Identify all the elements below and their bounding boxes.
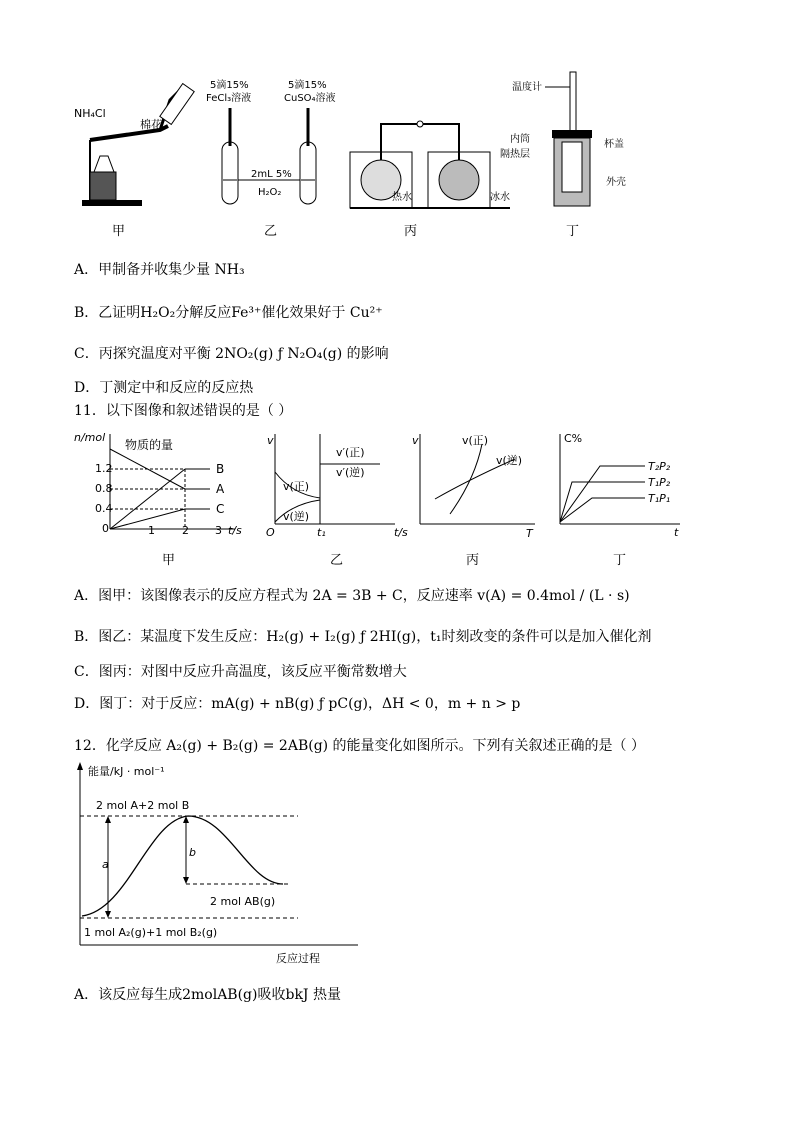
svg-text:5滴15%: 5滴15% xyxy=(288,80,327,91)
svg-text:A: A xyxy=(216,482,225,496)
graph-jia xyxy=(74,431,242,568)
svg-text:T₁P₂: T₁P₂ xyxy=(648,476,671,489)
apparatus-figure xyxy=(60,60,626,245)
apparatus-bing xyxy=(350,121,510,208)
label-ding: 丁 xyxy=(566,224,580,239)
energy-xlabel: 反应过程 xyxy=(276,952,320,965)
svg-text:内筒: 内筒 xyxy=(510,134,530,145)
svg-text:外壳: 外壳 xyxy=(606,177,626,188)
q11-option-d[interactable]: D．图丁：对于反应：mA(g) + nB(g) ƒ pC(g)，ΔH < 0，m + n > p xyxy=(74,696,521,712)
svg-text:隔热层: 隔热层 xyxy=(500,149,530,160)
svg-text:t₁: t₁ xyxy=(317,526,326,539)
hot-water-label: 热水 xyxy=(392,192,412,203)
cotton-label: 棉花 xyxy=(140,118,162,131)
energy-diagram xyxy=(68,760,368,970)
energy-ylabel: 能量/kJ · mol⁻¹ xyxy=(88,765,165,778)
svg-text:T₂P₂: T₂P₂ xyxy=(648,460,671,473)
svg-text:B: B xyxy=(216,462,225,476)
svg-text:杯盖: 杯盖 xyxy=(604,139,624,150)
svg-text:T: T xyxy=(526,527,533,540)
svg-text:温度计: 温度计 xyxy=(512,82,542,93)
energy-top-label: 2 mol A+2 mol B xyxy=(96,799,190,812)
energy-bottom-label: 1 mol A₂(g)+1 mol B₂(g) xyxy=(84,926,218,939)
graph-ding xyxy=(560,432,680,568)
svg-text:v(正): v(正) xyxy=(283,480,310,493)
q11-option-b[interactable]: B．图乙：某温度下发生反应：H₂(g) + I₂(g) ƒ 2HI(g)，t₁时刻改变的条件可以是加入催化剂 xyxy=(74,629,652,645)
svg-text:0: 0 xyxy=(102,522,109,535)
svg-text:2: 2 xyxy=(182,524,189,537)
nh4cl-label: NH₄Cl xyxy=(74,107,106,120)
svg-text:0.4: 0.4 xyxy=(95,502,113,515)
svg-text:v′(正): v′(正) xyxy=(336,446,365,459)
svg-text:1: 1 xyxy=(148,524,155,537)
svg-text:物质的量: 物质的量 xyxy=(125,438,174,452)
svg-text:T₁P₁: T₁P₁ xyxy=(648,492,671,505)
apparatus-ding xyxy=(500,72,626,206)
svg-text:t/s: t/s xyxy=(228,524,242,537)
svg-text:n/mol: n/mol xyxy=(74,431,106,444)
graph-bing xyxy=(412,434,535,568)
svg-text:CuSO₄溶液: CuSO₄溶液 xyxy=(284,93,336,104)
q12-option-a[interactable]: A．该反应每生成2molAB(g)吸收bkJ 热量 xyxy=(74,987,341,1003)
q11-graphs xyxy=(70,424,690,574)
svg-text:C%: C% xyxy=(564,432,583,445)
svg-text:C: C xyxy=(216,502,225,516)
svg-text:H₂O₂: H₂O₂ xyxy=(258,187,282,198)
svg-text:甲: 甲 xyxy=(162,553,176,568)
q11-option-a[interactable]: A．图甲：该图像表示的反应方程式为 2A = 3B + C，反应速率 v(A) = 0.4mol / (L · s) xyxy=(74,588,630,604)
svg-text:FeCl₃溶液: FeCl₃溶液 xyxy=(206,93,252,104)
label-yi: 乙 xyxy=(264,224,278,239)
svg-text:1.2: 1.2 xyxy=(95,462,113,475)
q11-option-c[interactable]: C．图丙：对图中反应升高温度，该反应平衡常数增大 xyxy=(74,664,407,680)
energy-mid-label: 2 mol AB(g) xyxy=(210,895,276,908)
label-bing: 丙 xyxy=(404,224,418,239)
svg-text:t/s: t/s xyxy=(394,526,408,539)
svg-text:3: 3 xyxy=(215,524,222,537)
svg-text:v′(逆): v′(逆) xyxy=(336,466,365,479)
q10-option-a[interactable]: A．甲制备并收集少量 NH₃ xyxy=(74,262,245,278)
q10-option-d[interactable]: D．丁测定中和反应的反应热 xyxy=(74,380,254,396)
svg-text:0.8: 0.8 xyxy=(95,482,113,495)
apparatus-yi xyxy=(206,78,336,204)
apparatus-jia xyxy=(74,84,194,206)
svg-text:a: a xyxy=(102,858,109,871)
svg-text:丙: 丙 xyxy=(466,553,480,568)
svg-text:v(逆): v(逆) xyxy=(283,510,310,523)
svg-text:v(逆): v(逆) xyxy=(496,454,523,467)
graph-yi xyxy=(266,434,408,568)
q12-stem: 12．化学反应 A₂(g) + B₂(g) = 2AB(g) 的能量变化如图所示。下列有关叙述正确的是（ ） xyxy=(74,738,646,754)
label-jia: 甲 xyxy=(112,224,126,239)
q10-option-c[interactable]: C．丙探究温度对平衡 2NO₂(g) ƒ N₂O₄(g) 的影响 xyxy=(74,346,389,362)
q11-stem: 11．以下图像和叙述错误的是（ ） xyxy=(74,403,293,419)
svg-text:b: b xyxy=(189,846,196,859)
svg-text:v: v xyxy=(267,434,274,447)
ice-water-label: 冰水 xyxy=(490,192,510,203)
svg-text:丁: 丁 xyxy=(613,553,627,568)
q10-option-b[interactable]: B．乙证明H₂O₂分解反应Fe³⁺催化效果好于 Cu²⁺ xyxy=(74,305,383,321)
svg-text:t: t xyxy=(674,526,679,539)
svg-text:v(正): v(正) xyxy=(462,434,489,447)
svg-text:5滴15%: 5滴15% xyxy=(210,80,249,91)
svg-text:O: O xyxy=(266,526,275,539)
svg-text:v: v xyxy=(412,434,419,447)
svg-text:2mL 5%: 2mL 5% xyxy=(251,169,292,180)
svg-text:乙: 乙 xyxy=(330,553,344,568)
